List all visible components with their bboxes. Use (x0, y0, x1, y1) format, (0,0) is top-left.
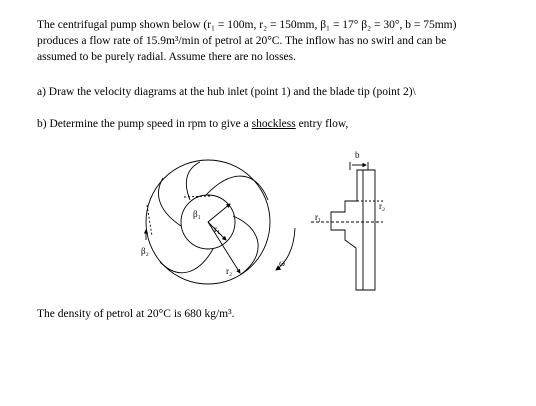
problem-line-3: assumed to be purely radial. Assume there are no losses. (37, 51, 297, 63)
omega-label: ω (279, 258, 285, 268)
part-b-underlined-word: shockless (251, 118, 296, 130)
r1-side-label: r₁ (315, 212, 322, 222)
part-b-text-after: entry flow, (295, 118, 349, 130)
impeller-side-view (311, 162, 386, 290)
b-label: b (355, 150, 360, 160)
problem-line-1: The centrifugal pump shown below (r₁ = 100m, r₂ = 150mm, β₁ = 17° β₂ = 30°, b = 75mm) (37, 19, 457, 31)
r2-label: r₂ (226, 266, 233, 276)
r2-radius-line (208, 222, 240, 273)
hub-radius-line (208, 204, 230, 222)
beta2-tangent (147, 205, 152, 236)
impeller-front-view (146, 160, 295, 284)
beta2-label: β₂ (141, 246, 149, 256)
beta1-label: β₁ (193, 209, 201, 219)
impeller-blade (159, 178, 181, 226)
part-b-text-before: b) Determine the pump speed in rpm to give a (37, 118, 252, 130)
side-view-profile (331, 170, 375, 290)
beta1-tangent (184, 196, 210, 197)
r1-label: r₁ (214, 224, 221, 234)
density-note: The density of petrol at 20°C is 680 kg/m³. (37, 308, 235, 320)
r2-side-label: r₂ (379, 201, 386, 211)
impeller-blade (233, 216, 258, 275)
impeller-blade (186, 162, 200, 200)
part-a-question: a) Draw the velocity diagrams at the hub inlet (point 1) and the blade tip (point 2)\ (37, 86, 416, 98)
problem-line-2: produces a flow rate of 15.9m³/min of petrol at 20°C. The inflow has no swirl and can be (37, 35, 447, 47)
